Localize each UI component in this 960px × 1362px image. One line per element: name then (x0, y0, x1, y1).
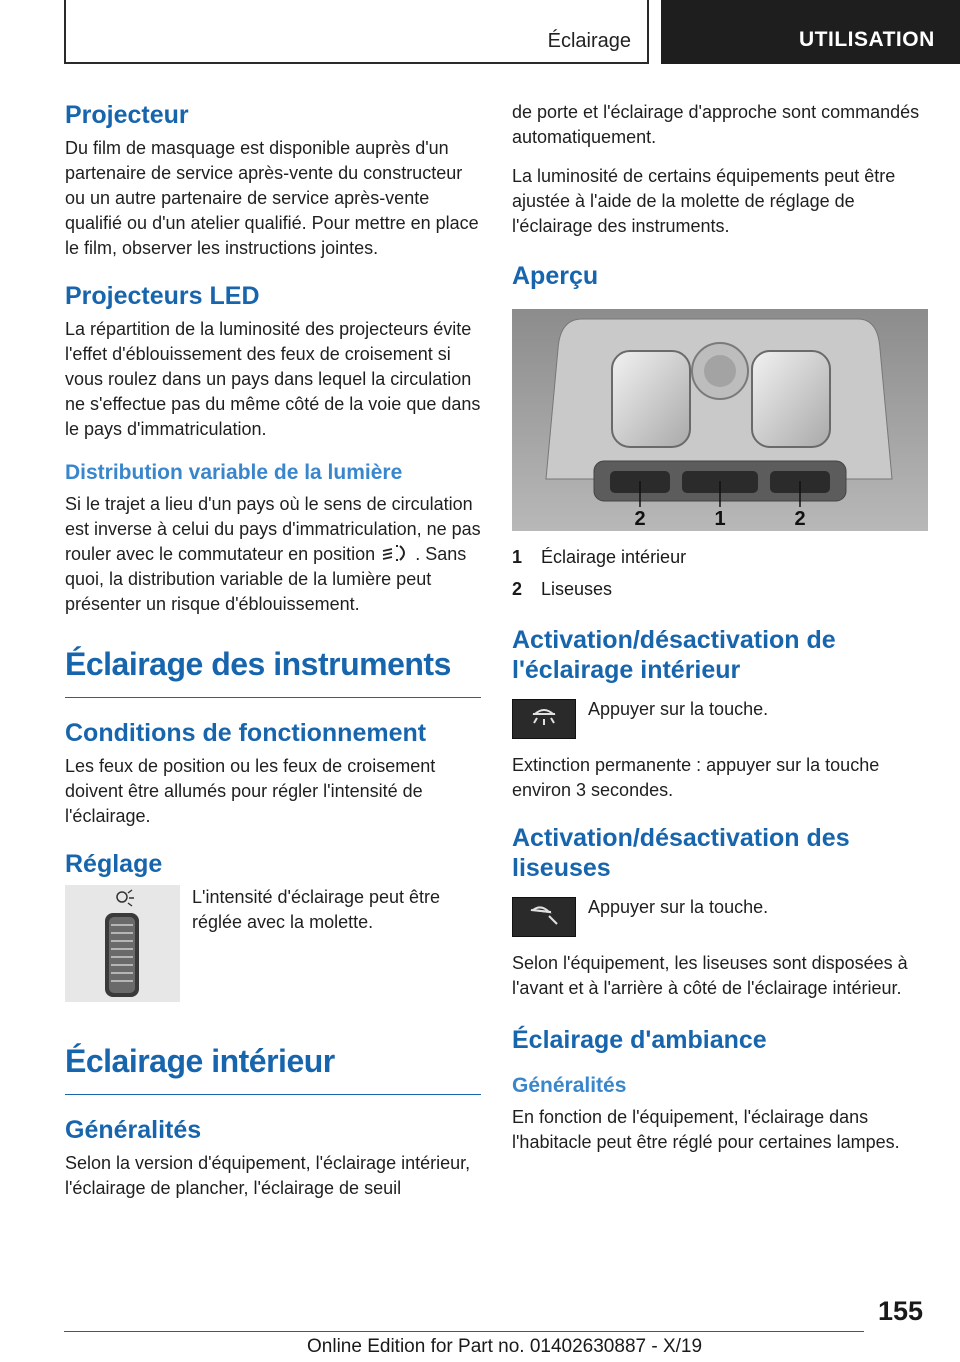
reading-light-button-row (512, 897, 928, 937)
led-heading: Projecteurs LED (65, 282, 260, 310)
dimmer-wheel-icon (65, 885, 180, 1002)
distribution-text (65, 492, 481, 617)
legend-item (512, 541, 928, 573)
footer-divider (64, 1331, 864, 1332)
overhead-console-photo (512, 309, 928, 531)
left-column (65, 100, 481, 1215)
page-number: 155 (878, 1296, 924, 1326)
legend-label: Liseuses (541, 579, 613, 599)
activation-interieur-heading: Activation/désactivation de l'éclairage intérieur (512, 626, 836, 684)
extinction-text: Extinction permanente : appuyer sur la touche environ 3 secondes. (512, 755, 880, 800)
apercu-heading: Aperçu (512, 262, 599, 290)
reglage-heading: Réglage (65, 850, 163, 878)
right-column (512, 100, 928, 1169)
conditions-heading: Conditions de fonctionnement (65, 719, 427, 747)
legend-number: 1 (512, 547, 523, 567)
ambiance-generalites-heading: Généralités (512, 1074, 627, 1097)
distribution-text-part2: . Sans quoi, la distribution variable de la lumière peut présenter un risque d'éblouissement. (65, 544, 467, 614)
distribution-heading: Distribution variable de la lumière (65, 461, 403, 484)
photo-label-right: 2 (794, 508, 806, 530)
reglage-block (65, 885, 481, 1002)
reglage-text: L'intensité d'éclairage peut être réglée avec la molette. (192, 887, 441, 932)
luminosite-text: La luminosité de certains équipements peut être ajustée à l'aide de la molette de réglage de l'éclairage des instruments. (512, 166, 896, 236)
reading-light-button-image (512, 897, 576, 937)
legend-number: 2 (512, 579, 523, 599)
ambiance-text: En fonction de l'équipement, l'éclairage dans l'habitacle peut être réglé pour certaines lampes. (512, 1107, 900, 1152)
instruments-heading: Éclairage des instruments (65, 645, 481, 698)
interior-light-icon (513, 700, 575, 738)
appuyer-text-1: Appuyer sur la touche. (588, 699, 769, 719)
appuyer-text-2: Appuyer sur la touche. (588, 897, 769, 917)
interieur-heading: Éclairage intérieur (65, 1042, 481, 1095)
legend-label: Éclairage intérieur (541, 547, 687, 567)
dimmer-wheel-image (65, 885, 180, 1002)
interior-light-button-row (512, 699, 928, 739)
led-text: La répartition de la luminosité des projecteurs évite l'effet d'éblouissement des feux de croisement si vous roulez dans un pays dans lequel la circulation ne s'effectue pas du même côté de la voie que dans le pays d'immatriculation. (65, 319, 481, 439)
edition-text: Online Edition for Part no. 01402630887 - X/19 (307, 1336, 703, 1357)
photo-label-left: 2 (634, 508, 646, 530)
low-beam-switch-icon (380, 542, 410, 564)
header-chapter-title: UTILISATION (799, 28, 935, 51)
legend-item (512, 573, 928, 605)
liseuses-text: Selon l'équipement, les liseuses sont disposées à l'avant et à l'arrière à côté de l'éclairage intérieur. (512, 953, 908, 998)
interior-light-button-image (512, 699, 576, 739)
continuation-text: de porte et l'éclairage d'approche sont commandés automatiquement. (512, 102, 920, 147)
generalites-heading: Généralités (65, 1116, 202, 1144)
header-section-title: Éclairage (547, 30, 631, 52)
distribution-text-part1: Si le trajet a lieu d'un pays où le sens de circulation est inverse à celui du pays d'immatriculation, ne pas rouler avec le commutateur en position (65, 494, 481, 564)
ambiance-heading: Éclairage d'ambiance (512, 1026, 767, 1054)
conditions-text: Les feux de position ou les feux de croisement doivent être allumés pour régler l'intensité de l'éclairage. (65, 756, 436, 826)
header-chapter-box (661, 0, 960, 64)
reading-light-icon (513, 898, 575, 936)
activation-liseuses-heading: Activation/désactivation des liseuses (512, 824, 850, 882)
generalites-text: Selon la version d'équipement, l'éclairage intérieur, l'éclairage de plancher, l'éclairage de seuil (65, 1153, 471, 1198)
projecteur-text: Du film de masquage est disponible auprès d'un partenaire de service après-vente du constructeur ou un autre partenaire de service après-vente qualifié ou d'un atelier qualifié. Pour mettre en place le film, observer les instructions jointes. (65, 138, 479, 258)
projecteur-heading: Projecteur (65, 101, 189, 129)
header-section-box (64, 0, 649, 64)
photo-label-center: 1 (714, 508, 726, 530)
